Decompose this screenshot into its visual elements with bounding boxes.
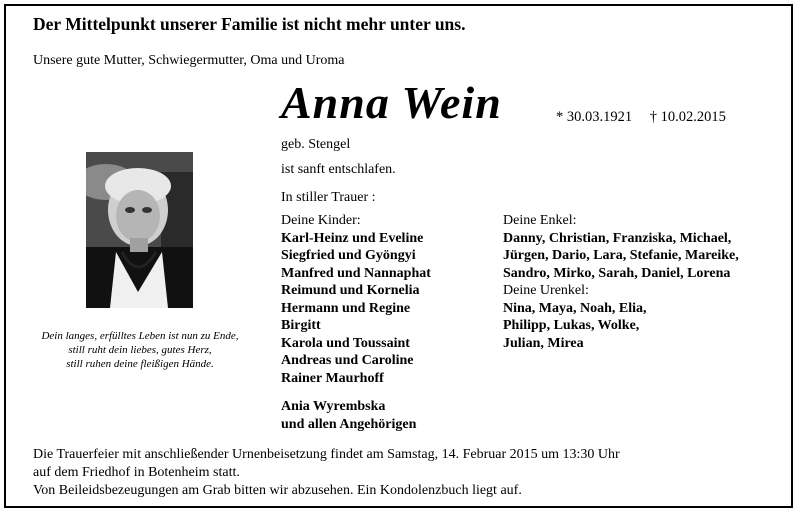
great-grandchildren-line: Julian, Mirea — [503, 335, 584, 351]
portrait-image — [86, 152, 193, 308]
deceased-name: Anna Wein — [281, 77, 502, 128]
grandchildren-list — [503, 212, 739, 352]
child-name: Karl-Heinz und Eveline — [281, 230, 424, 246]
grandchildren-line: Danny, Christian, Franziska, Michael, — [503, 230, 732, 246]
passed-text: ist sanft entschlafen. — [281, 162, 396, 177]
poem-line: Dein langes, erfülltes Leben ist nun zu Ende, — [41, 330, 239, 342]
children-list — [281, 212, 431, 387]
child-name: Manfred und Nannaphat — [281, 265, 431, 281]
mourner-name: Ania Wyrembska — [281, 399, 386, 414]
intro-text: Unsere gute Mutter, Schwiegermutter, Oma und Uroma — [33, 53, 345, 68]
mourning-label: In stiller Trauer : — [281, 190, 376, 205]
headline: Der Mittelpunkt unserer Familie ist nicht mehr unter uns. — [33, 14, 466, 34]
child-name: Rainer Maurhoff — [281, 370, 384, 386]
poem-line: still ruhen deine fleißigen Hände. — [66, 358, 214, 370]
child-name: Hermann und Regine — [281, 300, 411, 316]
grandchildren-line: Jürgen, Dario, Lara, Stefanie, Mareike, — [503, 248, 739, 263]
mourner-name: und allen Angehörigen — [281, 416, 417, 432]
funeral-info — [33, 446, 620, 500]
great-grandchildren-label: Deine Urenkel: — [503, 283, 589, 298]
grandchildren-label: Deine Enkel: — [503, 213, 577, 228]
child-name: Karola und Toussaint — [281, 335, 410, 351]
child-name: Reimund und Kornelia — [281, 283, 420, 298]
death-date: † 10.02.2015 — [649, 109, 726, 125]
portrait-photo — [86, 152, 193, 308]
poem — [20, 329, 260, 371]
grandchildren-line: Sandro, Mirko, Sarah, Daniel, Lorena — [503, 265, 731, 281]
child-name: Birgitt — [281, 318, 321, 333]
life-dates — [556, 109, 740, 126]
poem-line: still ruht dein liebes, gutes Herz, — [68, 344, 212, 356]
child-name: Siegfried und Gyöngyi — [281, 248, 416, 263]
maiden-name: geb. Stengel — [281, 137, 351, 152]
footer-line: Von Beileidsbezeugungen am Grab bitten wir abzusehen. Ein Kondolenzbuch liegt auf. — [33, 483, 522, 498]
child-name: Andreas und Caroline — [281, 353, 414, 368]
great-grandchildren-line: Philipp, Lukas, Wolke, — [503, 318, 640, 333]
children-label: Deine Kinder: — [281, 213, 361, 228]
great-grandchildren-line: Nina, Maya, Noah, Elia, — [503, 300, 647, 316]
other-mourners — [281, 398, 416, 433]
footer-line: auf dem Friedhof in Botenheim statt. — [33, 465, 240, 480]
footer-line: Die Trauerfeier mit anschließender Urnenbeisetzung findet am Samstag, 14. Februar 2015 um 13:30 Uhr — [33, 447, 620, 462]
birth-date: * 30.03.1921 — [556, 109, 633, 125]
